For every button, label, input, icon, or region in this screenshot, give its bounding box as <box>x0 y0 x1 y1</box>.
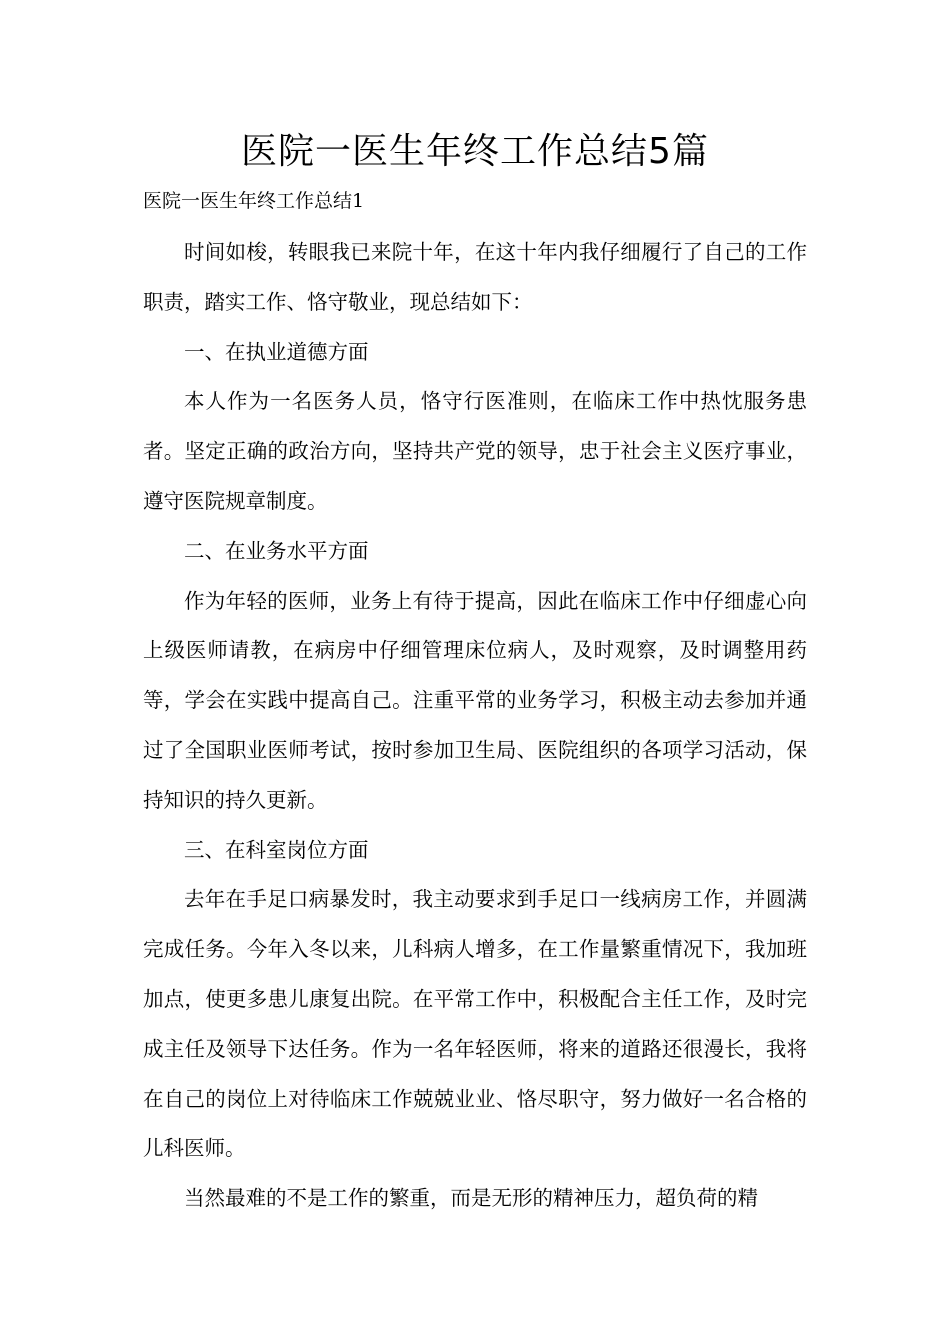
heading-department-post: 三、在科室岗位方面 <box>184 837 369 862</box>
paragraph-department-post: 去年在手足口病暴发时，我主动要求到手足口一线病房工作，并圆满完成任务。今年入冬以来，儿科病人增多，在工作量繁重情况下，我加班加点，使更多患儿康复出院。在平常工作中，积极配合主任工作，及时完成主任及领导下达任务。作为一名年轻医师，将来的道路还很漫长，我将在自己的岗位上对待临床工作兢兢业业、恪尽职守，努力做好一名合格的儿科医师。 <box>143 887 807 1161</box>
heading-professional-ethics: 一、在执业道德方面 <box>184 339 369 364</box>
paragraph-professional-level: 作为年轻的医师，业务上有待于提高，因此在临床工作中仔细虚心向上级医师请教，在病房中仔细管理床位病人，及时观察，及时调整用药等，学会在实践中提高自己。注重平常的业务学习，积极主动去参加并通过了全国职业医师考试，按时参加卫生局、医院组织的各项学习活动，保持知识的持久更新。 <box>143 588 807 812</box>
paragraph-intro: 时间如梭，转眼我已来院十年，在这十年内我仔细履行了自己的工作职责，踏实工作、恪守敬业，现总结如下： <box>143 240 807 314</box>
document-title: 医院一医生年终工作总结5篇 <box>241 131 709 172</box>
heading-professional-level: 二、在业务水平方面 <box>184 538 369 563</box>
paragraph-pressure: 当然最难的不是工作的繁重，而是无形的精神压力，超负荷的精 <box>184 1186 758 1211</box>
paragraph-professional-ethics: 本人作为一名医务人员，恪守行医准则，在临床工作中热忱服务患者。坚定正确的政治方向，坚持共产党的领导，忠于社会主义医疗事业，遵守医院规章制度。 <box>143 389 807 513</box>
section-heading: 医院一医生年终工作总结1 <box>143 190 365 212</box>
document-body <box>143 228 807 1224</box>
